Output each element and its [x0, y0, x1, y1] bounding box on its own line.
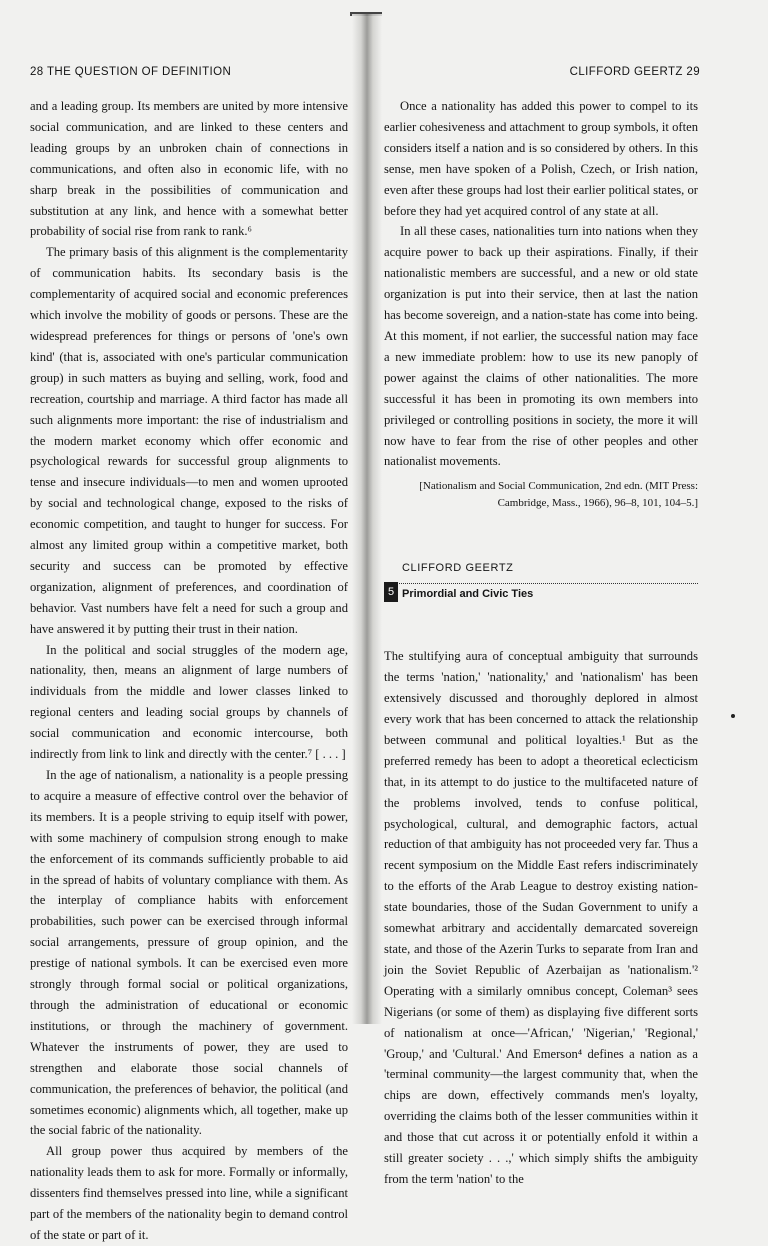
left-column — [30, 96, 348, 1246]
book-spine-gutter — [352, 14, 382, 1024]
chapter-number-badge: 5 — [384, 582, 398, 602]
paragraph: In the age of nationalism, a nationality is a people pressing to acquire a measure of effective control over the behavior of its members. It is a people striving to equip itself with power, with some machinery of compulsion strong enough to make the enforcement of its commands sufficiently probable to aid in the spread of habits of voluntary compliance with them. As the interplay of compliance habits with enforcement probabilities, such power can be exercised through informal social arrangements, pressure of group opinion, and the prestige of national symbols. It can be exercised even more strongly through formal social or political organizations, through the administration of educational or economic institutions, or through the machinery of government. Whatever the instruments of power, they are used to strengthen and elaborate those social channels of communication, the preferences of behavior, the political (and sometimes economic) alignments which, all together, make up the social fabric of the nationality. — [30, 768, 348, 1138]
chapter-author: CLIFFORD GEERTZ — [384, 558, 698, 584]
paragraph: In all these cases, nationalities turn into nations when they acquire power to back up their aspirations. Finally, if their nationalistic members are successful, and a new or old state organization is put into their service, then at last the nation has become sovereign, and a nation-state has come into being. At this moment, if not earlier, the successful nation may face a new immediate problem: how to use its new panoply of power against the claims of other nationalities. The more successful it has been in promoting its own members into privileged or controlling positions in society, the more it will now have to fear from the rise of other peoples and other nationalist movements. — [384, 224, 698, 469]
paragraph: and a leading group. Its members are united by more intensive social communication, and are linked to these centers and leading groups by an unbroken chain of connections in communications, and often also in economic life, with no sharp break in the possibilities of communication and substitution at any link, and hence with a somewhat better probability of social rise from rank to rank.⁶ — [30, 99, 348, 239]
source-citation: [Nationalism and Social Communication, 2nd edn. (MIT Press: Cambridge, Mass., 1966), 96–8, 101, 104–5.] — [419, 480, 698, 510]
right-column — [384, 96, 698, 1190]
running-head-right: CLIFFORD GEERTZ 29 — [569, 66, 700, 78]
running-head-left: 28 THE QUESTION OF DEFINITION — [30, 66, 232, 78]
paragraph: In the political and social struggles of the modern age, nationality, then, means an alignment of large numbers of individuals from the middle and lower classes linked to regional centers and leading social groups by channels of social communication and economic intercourse, both indirectly from link to link and directly with the center.⁷ [ . . . ] — [30, 642, 348, 762]
margin-dot — [731, 714, 735, 718]
paragraph: The primary basis of this alignment is the complementarity of communication habits. Its secondary basis is the complementarity of acquired social and economic preferences which involve the mobility of goods or persons. These are the widespread preferences for things or persons of 'one's own kind' (that is, associated with one's particular communication group) in such matters as buying and selling, work, food and recreation, courtship and marriage. A third factor has made all such alignments more important: the rise of industrialism and the modern market economy which offer economic and psychological rewards for successful group alignments to tense and insecure individuals—to men and women uprooted by social and technological change, exposed to the risks of economic competition, and taught to hunger for success. For almost any limited group within a competitive market, both security and success can be promoted by effective organization, alignment of preferences, and coordination of behavior. Vast numbers have felt a need for such a group and have answered it by putting their trust in their nation. — [30, 245, 348, 636]
paragraph: All group power thus acquired by members of the nationality leads them to ask for more. Formally or informally, dissenters find themselves pressed into line, while a significant part of the members of the nationality begin to demand control of the state or part of it. — [30, 1144, 348, 1242]
chapter-title: Primordial and Civic Ties — [402, 588, 534, 601]
paragraph: Once a nationality has added this power to compel to its earlier cohesiveness and attachment to group symbols, it often considers itself a nation and is so considered by others. In this sense, men have spoken of a Polish, Czech, or Irish nation, even after these groups had lost their earlier political states, or before they had yet acquired control of any state at all. — [384, 99, 698, 218]
paragraph: The stultifying aura of conceptual ambiguity that surrounds the terms 'nation,' 'nationality,' and 'nationalism' has been extensively discussed and thoroughly deplored in almost every work that has been concerned to attack the relationship between communal and political loyalties.¹ But as the preferred remedy has been to adopt a theoretical eclecticism that, in its attempt to do justice to the multifaceted nature of the problems involved, tends to confuse political, psychological, cultural, and demographic factors, actual reduction of that ambiguity has not proceeded very far. Thus a recent symposium on the Middle East refers indiscriminately to the efforts of the Arab League to destroy existing nation-state boundaries, those of the Sudan Government to unify a somewhat arbitrary and accidentally demarcated sovereign state, and those of the Azerin Turks to separate from Iran and join the Soviet Republic of Azerbaijan as 'nationalism.'² Operating with a similarly omnibus concept, Coleman³ sees Nigerians (or some of them) as displaying five different sorts of nationalism at once—'African,' 'Nigerian,' 'Regional,' 'Group,' and 'Cultural.' And Emerson⁴ defines a nation as a 'terminal community—the largest community that, when the chips are down, effectively commands men's loyalty, overriding the claims both of the lesser communities within it and those that cut across it or potentially enfold it within a still greater society . . .,' which simply shifts the ambiguity from the term 'nation' to the — [384, 649, 698, 1186]
chapter-heading — [384, 558, 698, 618]
